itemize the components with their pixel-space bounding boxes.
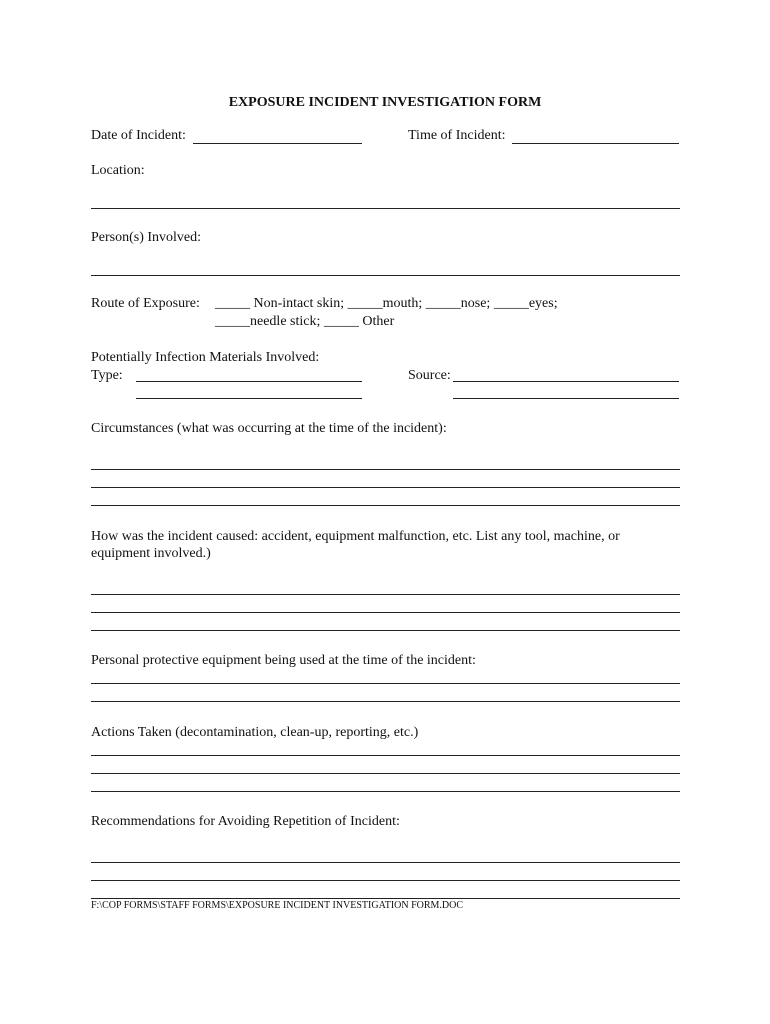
circumstances-field-line-1[interactable]	[91, 469, 680, 470]
circumstances-field-line-3[interactable]	[91, 505, 680, 506]
route-of-exposure-label: Route of Exposure:	[91, 296, 200, 311]
ppe-field-line-2[interactable]	[91, 701, 680, 702]
recommendations-field-line-2[interactable]	[91, 880, 680, 881]
recommendations-label: Recommendations for Avoiding Repetition of Incident:	[91, 814, 400, 829]
actions-taken-field-line-2[interactable]	[91, 773, 680, 774]
source-field-line-2[interactable]	[453, 398, 679, 399]
incident-cause-field-line-2[interactable]	[91, 612, 680, 613]
recommendations-field-line-3[interactable]	[91, 898, 680, 899]
route-options-line-2[interactable]: _____needle stick; _____ Other	[215, 314, 395, 329]
circumstances-field-line-2[interactable]	[91, 487, 680, 488]
location-label: Location:	[91, 163, 145, 178]
type-label: Type:	[91, 368, 123, 383]
location-field[interactable]	[91, 208, 680, 209]
circumstances-label: Circumstances (what was occurring at the time of the incident):	[91, 421, 447, 436]
ppe-field-line-1[interactable]	[91, 683, 680, 684]
source-field-line-1[interactable]	[453, 381, 679, 382]
materials-involved-label: Potentially Infection Materials Involved:	[91, 350, 320, 365]
persons-involved-field[interactable]	[91, 275, 680, 276]
time-of-incident-field[interactable]	[512, 143, 679, 144]
form-title: EXPOSURE INCIDENT INVESTIGATION FORM	[228, 95, 542, 110]
persons-involved-label: Person(s) Involved:	[91, 230, 202, 245]
type-field-line-1[interactable]	[136, 381, 362, 382]
source-label: Source:	[408, 368, 451, 383]
actions-taken-field-line-3[interactable]	[91, 791, 680, 792]
incident-cause-field-line-1[interactable]	[91, 594, 680, 595]
time-of-incident-label: Time of Incident:	[408, 128, 506, 143]
type-field-line-2[interactable]	[136, 398, 362, 399]
incident-cause-label-line-1: How was the incident caused: accident, equipment malfunction, etc. List any tool, machine, or	[91, 529, 620, 544]
incident-cause-field-line-3[interactable]	[91, 630, 680, 631]
incident-cause-label-line-2: equipment involved.)	[91, 546, 211, 561]
ppe-label: Personal protective equipment being used at the time of the incident:	[91, 653, 476, 668]
actions-taken-label: Actions Taken (decontamination, clean-up, reporting, etc.)	[91, 725, 419, 740]
date-of-incident-field[interactable]	[193, 143, 362, 144]
recommendations-field-line-1[interactable]	[91, 862, 680, 863]
date-of-incident-label: Date of Incident:	[91, 128, 186, 143]
actions-taken-field-line-1[interactable]	[91, 755, 680, 756]
route-options-line-1[interactable]: _____ Non-intact skin; _____mouth; _____nose; _____eyes;	[215, 296, 558, 311]
document-file-path: F:\COP FORMS\STAFF FORMS\EXPOSURE INCIDENT INVESTIGATION FORM.DOC	[91, 900, 464, 911]
